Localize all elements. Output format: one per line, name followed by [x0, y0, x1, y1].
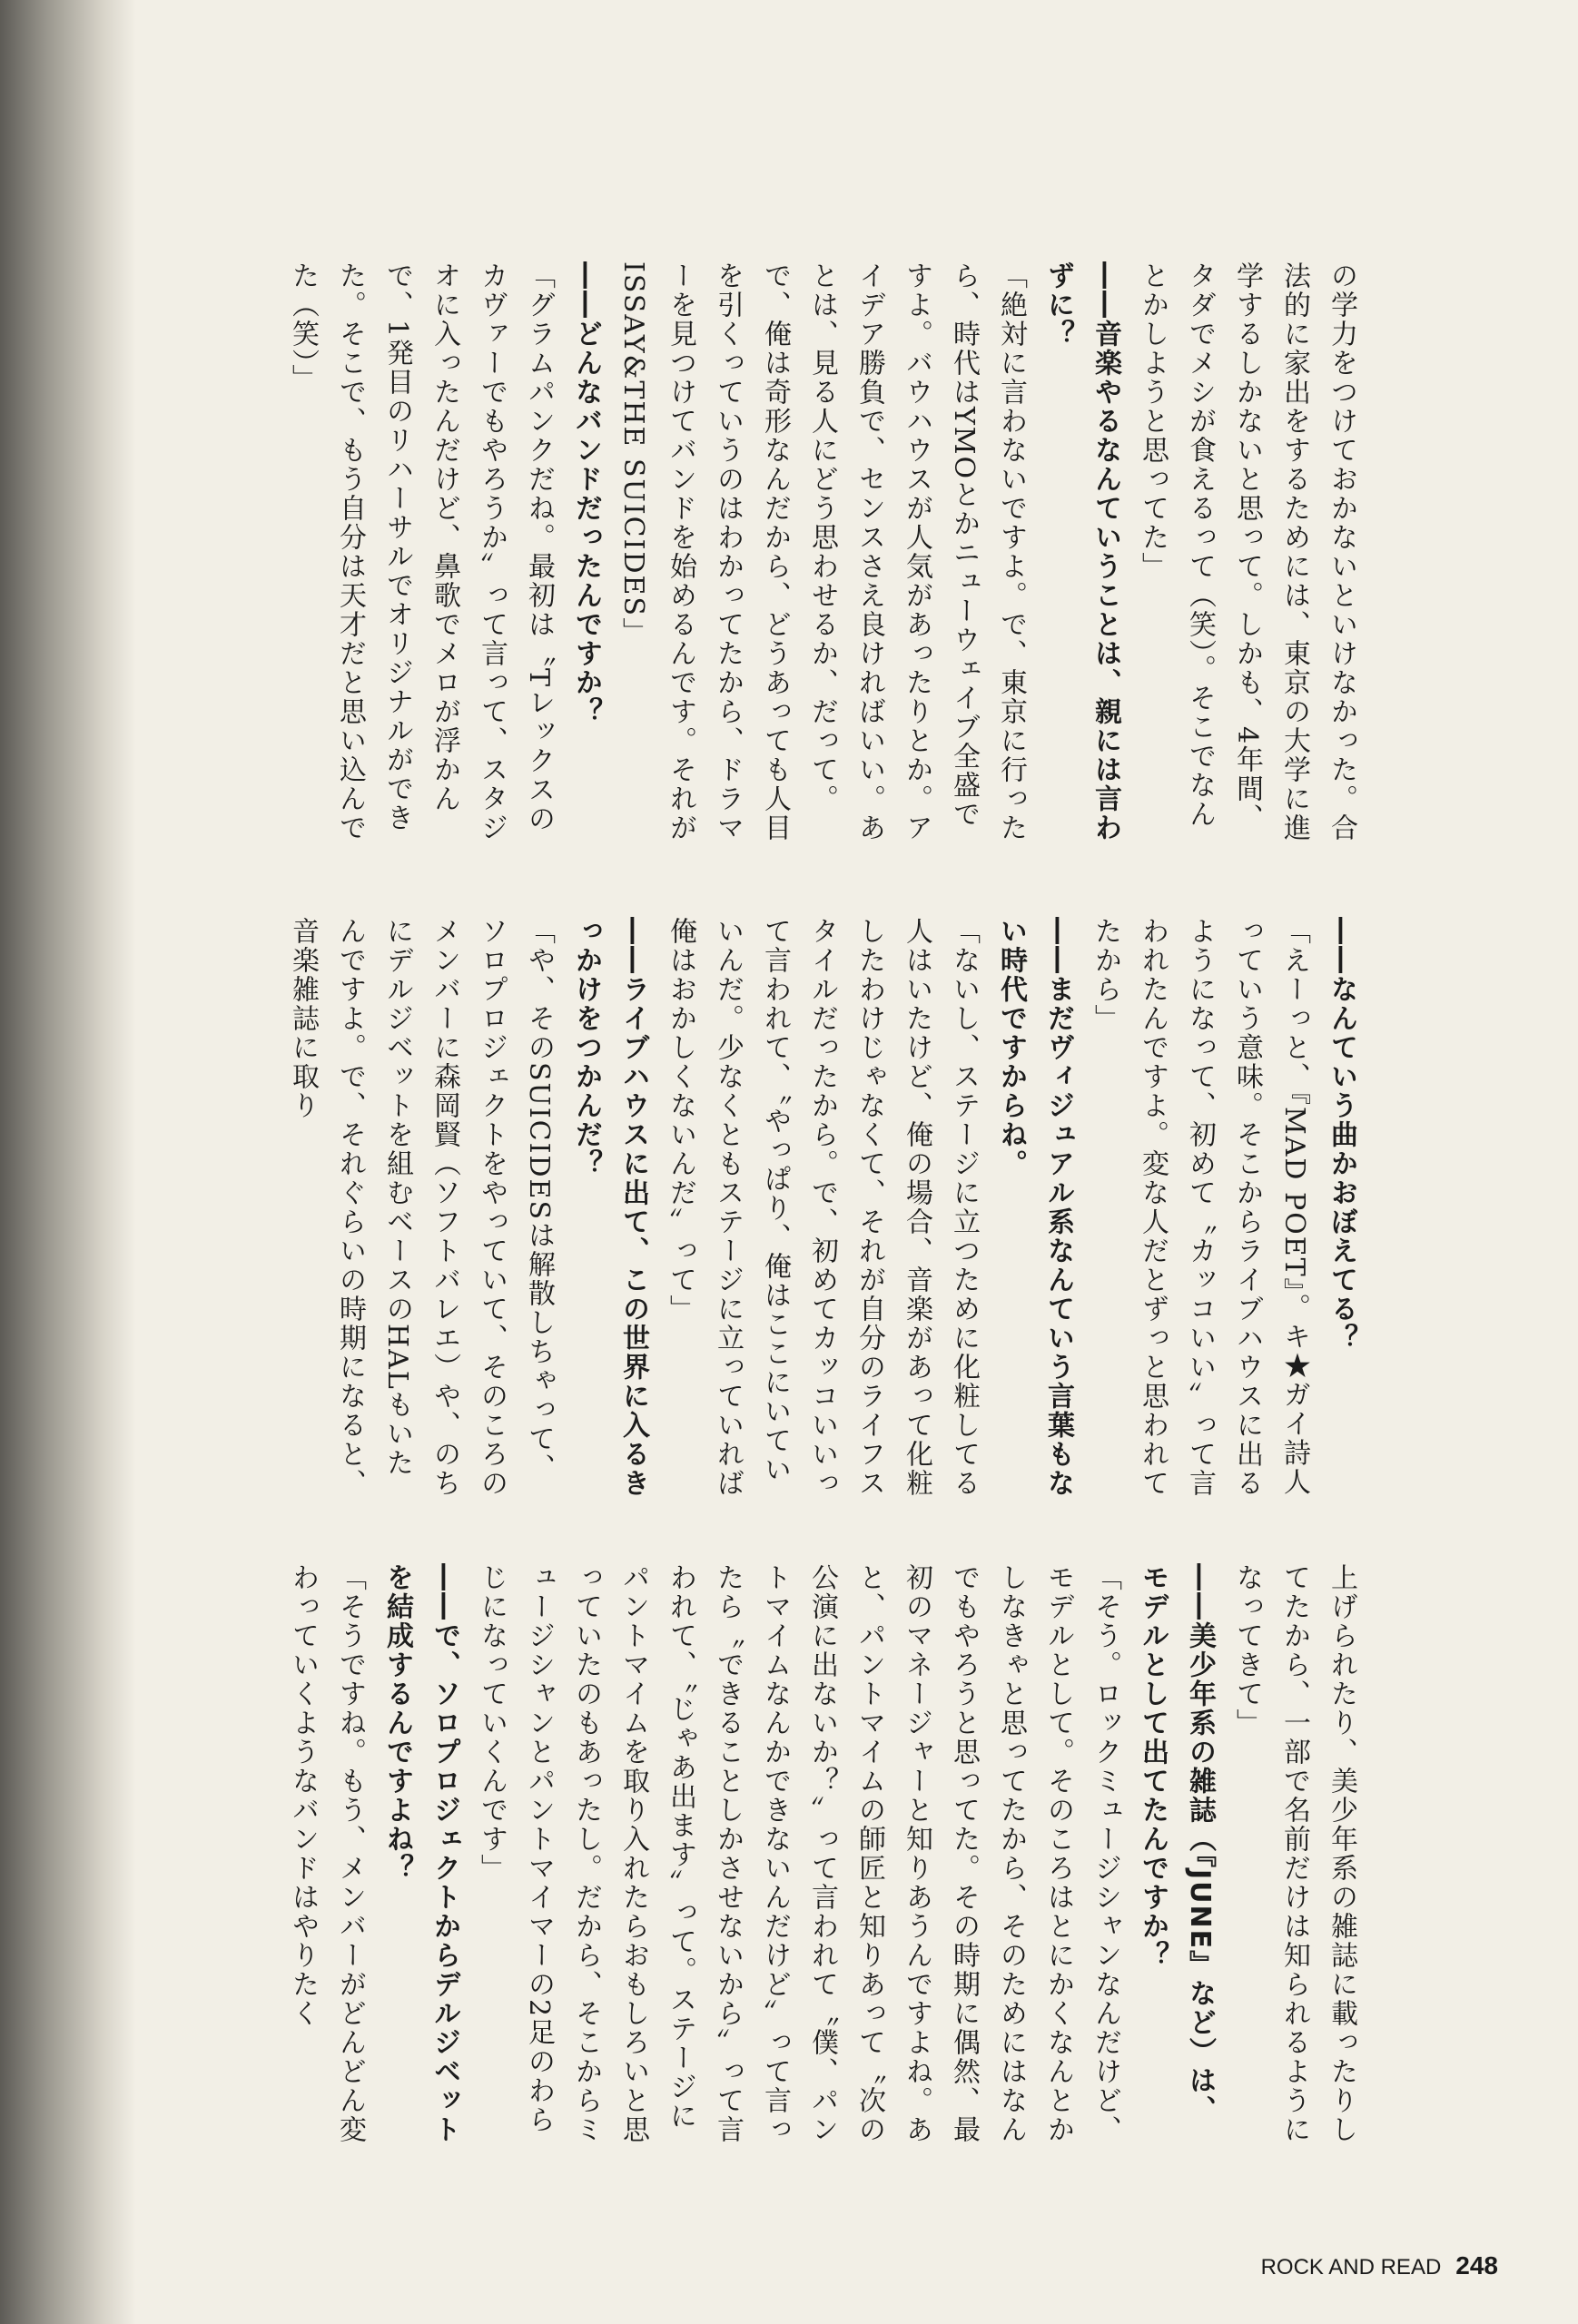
interview-question: ――ライブハウスに出て、この世界に入るきっかけをつかんだ？: [570, 917, 649, 1498]
answer-paragraph: 「グラムパンクだね。最初は〝Tレックスのカヴァーでもやろうか〟って言って、スタジオに入ったんだけど、鼻歌でメロが浮かんで、1発目のリハーサルでオリジナルができた。そこで、もう自分は天才だと思い込んでた（笑）」: [287, 261, 555, 842]
answer-paragraph: 「えーっと、『MAD POET』。キ★ガイ詩人っていう意味。そこからライブハウスに出るようになって、初めて〝カッコいい〟って言われたんですよ。変な人だとずっと思われてたから」: [1090, 917, 1310, 1498]
interview-question: ――で、ソロプロジェクトからデルジベットを結成するんですよね？: [381, 1563, 460, 2144]
page-number: 248: [1455, 2251, 1498, 2280]
text-tier-middle: [94, 917, 1365, 1498]
interview-question: ――音楽やるなんていうことは、親には言わずに？: [1042, 261, 1121, 842]
answer-paragraph: 上げられたり、美少年系の雑誌に載ったりしてたから、一部で名前だけは知られるようになってきて」: [1231, 1563, 1357, 2144]
text-tier-bottom: [94, 1563, 1365, 2144]
interview-question: ――美少年系の雑誌（『JUNE』など）は、モデルとして出てたんですか？: [1137, 1563, 1216, 2125]
interview-question: ――まだヴィジュアル系なんていう言葉もない時代ですからね。: [995, 917, 1074, 1498]
answer-paragraph: 「絶対に言わないですよ。で、東京に行ったら、時代はYMOとかニューウェイブ全盛ですよ。バウハウスが人気があったりとか。アイデア勝負で、センスさえ良ければいい。あとは、見る人にどう思わせるか、だって。で、俺は奇形なんだから、どうあっても人目を引くっていうのはわかってたから、ドラマーを見つけてバンドを始めるんです。それがISSAY&THE SUICIDES」: [617, 261, 1027, 842]
answer-paragraph: の学力をつけておかないといけなかった。合法的に家出をするためには、東京の大学に進学するしかないと思って。しかも、4年間、タダでメシが食えるって（笑）。そこでなんとかしようと思ってた」: [1137, 261, 1357, 842]
answer-paragraph: 「や、そのSUICIDESは解散しちゃって、ソロプロジェクトをやっていて、そのころのメンバーに森岡賢（ソフトバレエ）や、のちにデルジベットを組むベースのHALもいたんですよ。で、それぐらいの時期になると、音楽雑誌に取り: [287, 917, 555, 1498]
answer-paragraph: 「そう。ロックミュージシャンなんだけど、モデルとして。そのころはとにかくなんとかしなきゃと思ってたから、そのためにはなんでもやろうと思ってた。その時期に偶然、最初のマネージャーと知りあうんですよね。あと、パントマイムの師匠と知りあって〝次の公演に出ないか？〟って言われて〝僕、パントマイムなんかできないんだけど〟って言ったら〝できることしかさせないから〟って言われて、〝じゃあ出ます〟って。ステージにパントマイムを取り入れたらおもしろいと思っていたのもあったし。だから、そこからミュージシャンとパントマイマーの2足のわらじになっていくんです」: [476, 1563, 1121, 2144]
text-tier-top: [94, 261, 1365, 842]
interview-question: ――なんていう曲かおぼえてる？: [1326, 917, 1357, 1353]
answer-paragraph: 「そうですね。もう、メンバーがどんどん変わっていくようなバンドはやりたく: [287, 1563, 366, 2144]
page-footer: [1261, 2251, 1498, 2280]
answer-paragraph: 「ないし、ステージに立つために化粧してる人はいたけど、俺の場合、音楽があって化粧したわけじゃなくて、それが自分のライフスタイルだったから。で、初めてカッコいいって言われて、〝やっぱり、俺はここにいていいんだ。少なくともステージに立っていれば俺はおかしくないんだ〟って」: [665, 917, 980, 1498]
interview-question: ――どんなバンドだったんですか？: [570, 261, 602, 726]
magazine-name: ROCK AND READ: [1260, 2255, 1442, 2280]
